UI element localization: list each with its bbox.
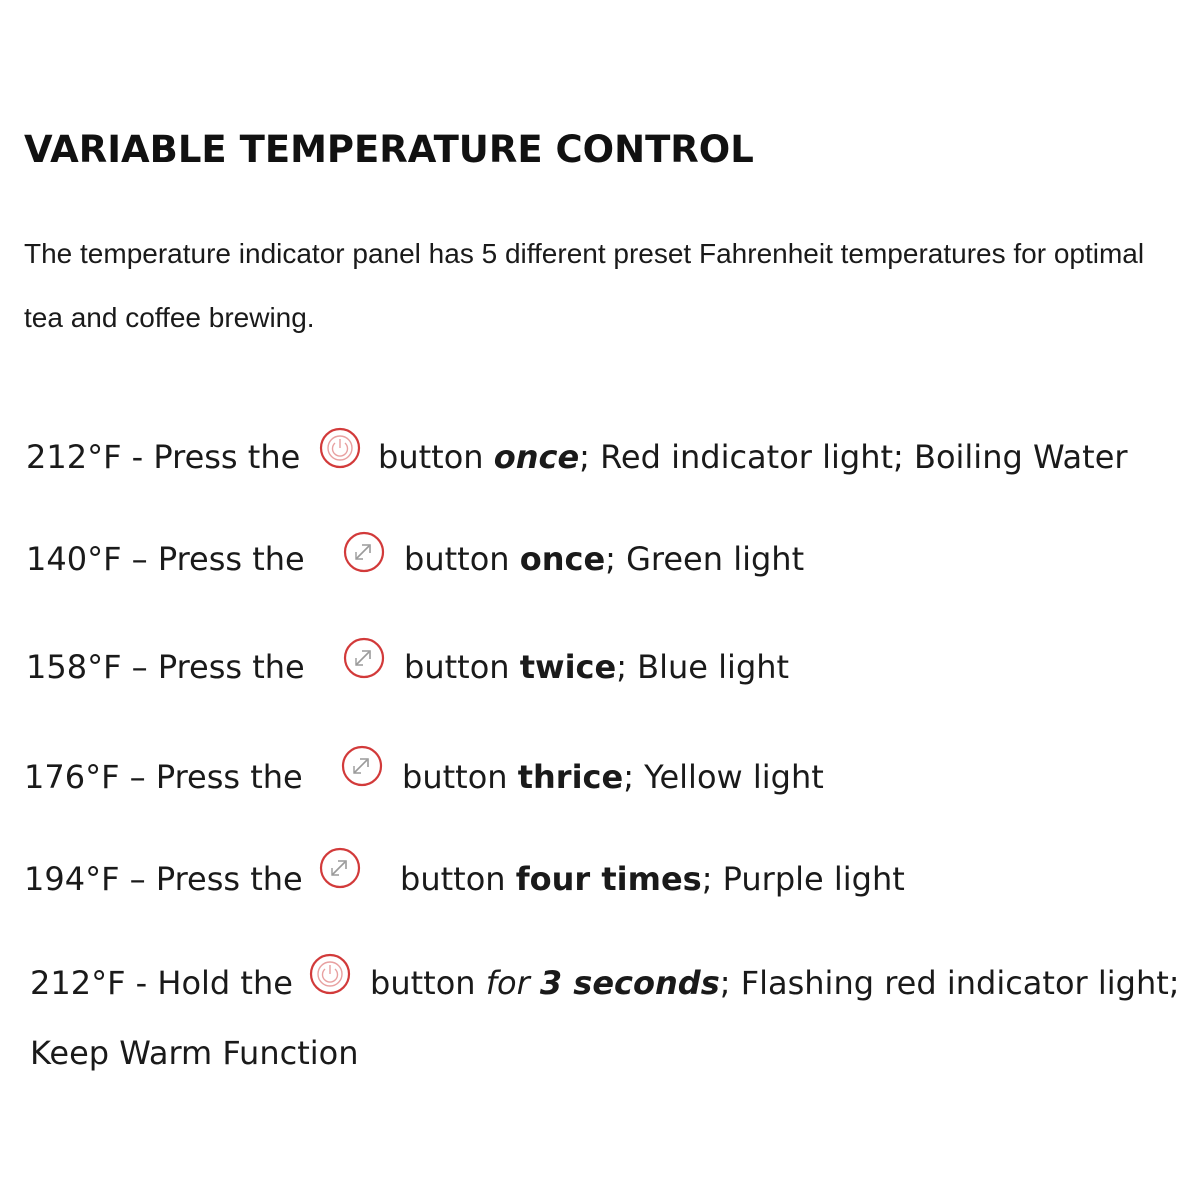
instruction-row-140 <box>26 534 1176 584</box>
intro-line-2: tea and coffee brewing. <box>24 302 315 333</box>
row-continuation: Keep Warm Function <box>30 1034 359 1072</box>
row-lead: 158°F – Press the <box>26 648 305 686</box>
intro-line-1: The temperature indicator panel has 5 different preset Fahrenheit temperatures for optimal <box>24 238 1145 269</box>
instruction-row-212-keep-warm <box>30 958 1180 1008</box>
row-description: button twice; Blue light <box>404 648 790 686</box>
row-description: button four times; Purple light <box>400 860 905 898</box>
row-lead: 212°F - Press the <box>26 438 301 476</box>
row-description: button once; Red indicator light; Boiling Water <box>378 438 1128 476</box>
instruction-row-212-boil <box>26 432 1176 482</box>
instruction-row-158 <box>26 642 1176 692</box>
instruction-row-194 <box>24 854 1174 904</box>
instruction-row-176 <box>24 752 1174 802</box>
temperature-cycle-icon <box>340 744 384 788</box>
intro-paragraph <box>24 222 1184 350</box>
row-lead: 140°F – Press the <box>26 540 305 578</box>
row-lead: 212°F - Hold the <box>30 964 293 1002</box>
power-icon <box>308 952 352 996</box>
row-description: button thrice; Yellow light <box>402 758 824 796</box>
temperature-cycle-icon <box>342 530 386 574</box>
temperature-cycle-icon <box>342 636 386 680</box>
power-icon <box>318 426 362 470</box>
row-description: button once; Green light <box>404 540 805 578</box>
temperature-cycle-icon <box>318 846 362 890</box>
page-title: VARIABLE TEMPERATURE CONTROL <box>24 128 754 171</box>
row-lead: 176°F – Press the <box>24 758 303 796</box>
row-description: button for 3 seconds; Flashing red indicator light; <box>370 964 1180 1002</box>
row-lead: 194°F – Press the <box>24 860 303 898</box>
